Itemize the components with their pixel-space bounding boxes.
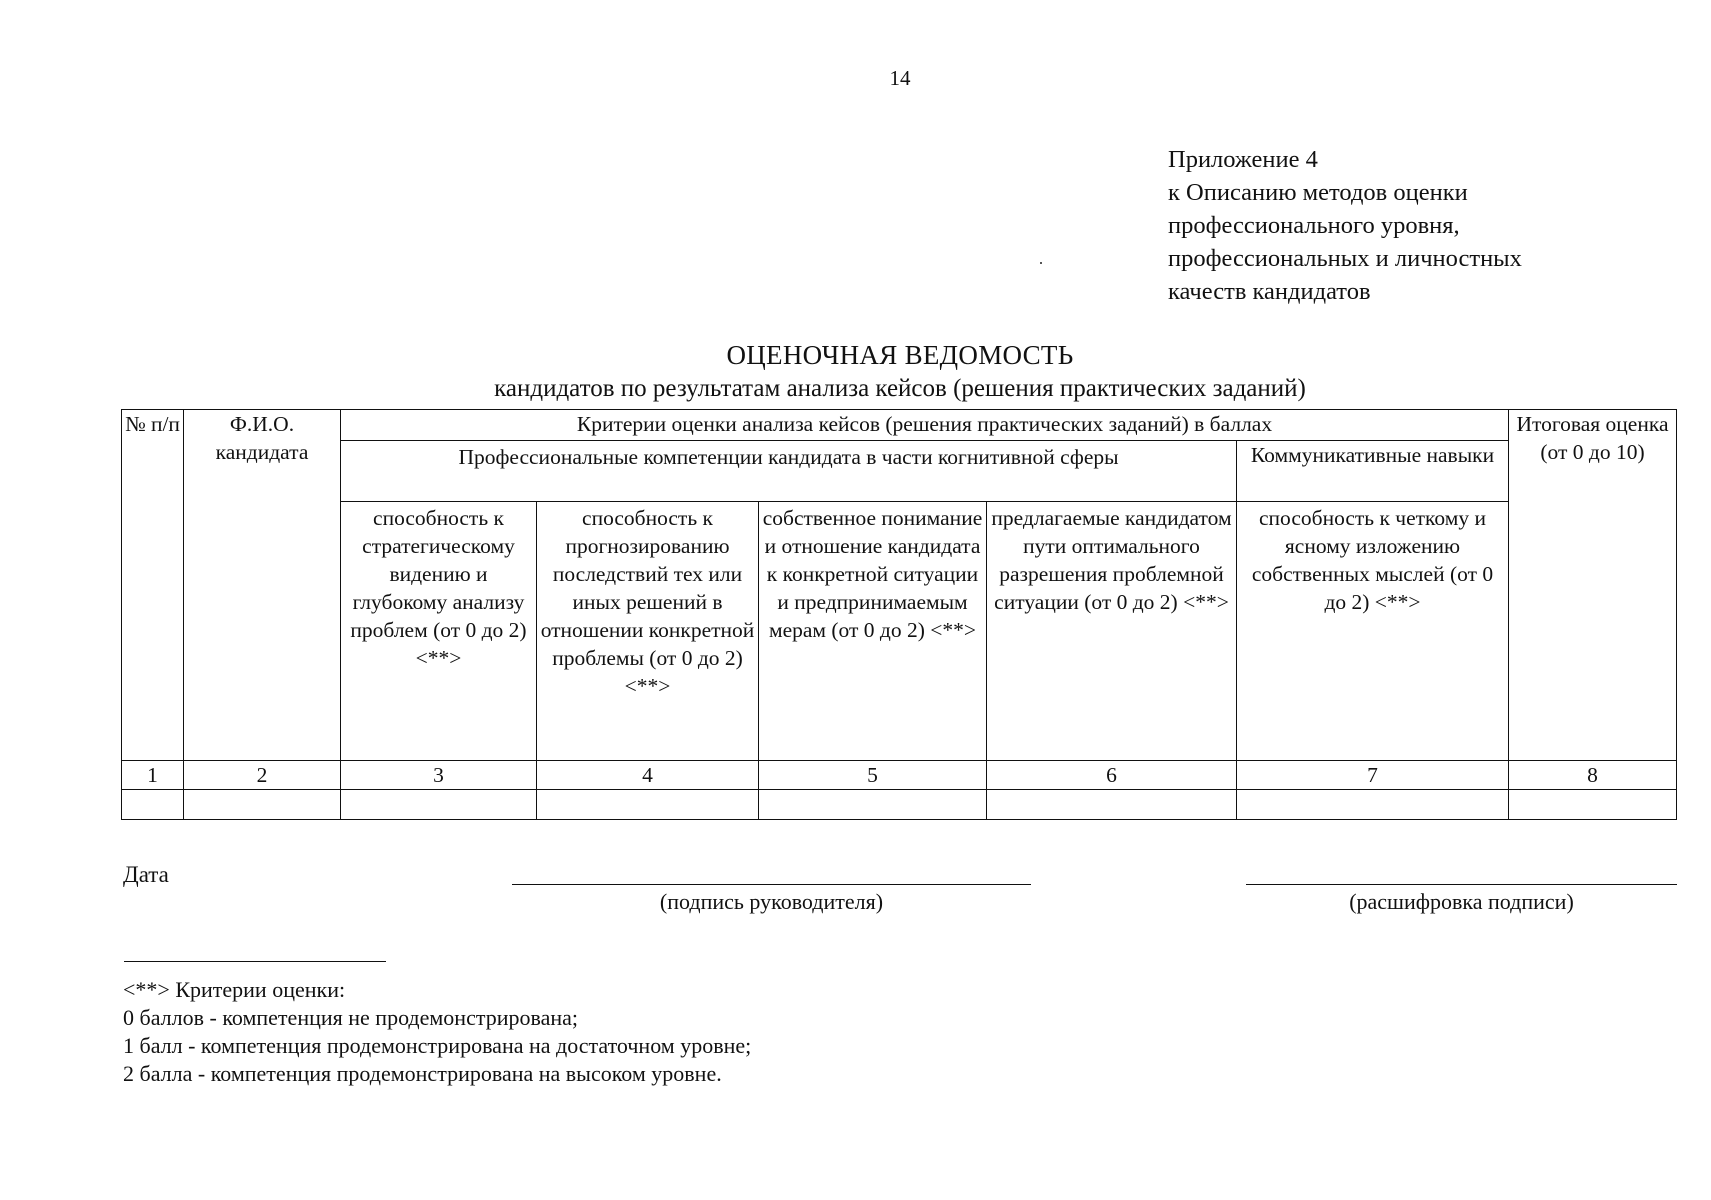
header-criteria: Критерии оценки анализа кейсов (решения практических заданий) в баллах xyxy=(341,410,1509,441)
column-number: 1 xyxy=(122,761,184,790)
column-number: 2 xyxy=(184,761,341,790)
footnote-line: <**> Критерии оценки: xyxy=(123,977,346,1002)
criterion-own-understanding: собственное понимание и отношение кандидата к конкретной ситуации и предпринимаемым мерам (от 0 до 2) <**> xyxy=(759,502,987,761)
column-number: 6 xyxy=(987,761,1237,790)
column-number: 4 xyxy=(537,761,759,790)
empty-cell xyxy=(1237,790,1509,820)
empty-cell xyxy=(537,790,759,820)
empty-cell xyxy=(122,790,184,820)
manager-signature-caption: (подпись руководителя) xyxy=(659,889,884,914)
header-total-score: Итоговая оценка (от 0 до 10) xyxy=(1509,410,1677,761)
criterion-strategic-vision: способность к стратегическому видению и глубокому анализу проблем (от 0 до 2) <**> xyxy=(341,502,537,761)
empty-cell xyxy=(184,790,341,820)
evaluation-table xyxy=(121,409,1677,820)
appendix-line: профессиональных и личностных xyxy=(1168,245,1522,272)
empty-cell xyxy=(1509,790,1677,820)
signature-decoding-line xyxy=(1246,884,1677,885)
document-title: ОЦЕНОЧНАЯ ВЕДОМОСТЬ xyxy=(726,340,1074,370)
footnote-divider xyxy=(124,961,386,962)
column-number: 8 xyxy=(1509,761,1677,790)
footnotes xyxy=(123,976,751,1088)
header-number: № п/п xyxy=(122,410,184,761)
header-professional-competencies: Профессиональные компетенции кандидата в части когнитивной сферы xyxy=(341,441,1237,502)
appendix-reference xyxy=(1168,143,1522,308)
appendix-line: Приложение 4 xyxy=(1168,146,1318,173)
footnote-line: 2 балла - компетенция продемонстрирована на высоком уровне. xyxy=(123,1061,722,1086)
header-candidate-name: Ф.И.О. кандидата xyxy=(184,410,341,761)
appendix-line: профессионального уровня, xyxy=(1168,212,1460,239)
column-number: 3 xyxy=(341,761,537,790)
empty-cell xyxy=(987,790,1237,820)
footnote-line: 1 балл - компетенция продемонстрирована на достаточном уровне; xyxy=(123,1033,752,1058)
header-communicative-skills: Коммуникативные навыки xyxy=(1237,441,1509,502)
empty-cell xyxy=(341,790,537,820)
column-number: 5 xyxy=(759,761,987,790)
criterion-resolution-ways: предлагаемые кандидатом пути оптимального разрешения проблемной ситуации (от 0 до 2) <**> xyxy=(987,502,1237,761)
manager-signature-line xyxy=(512,884,1031,885)
footnote-line: 0 баллов - компетенция не продемонстрирована; xyxy=(123,1005,579,1030)
date-label: Дата xyxy=(123,862,169,887)
document-subtitle: кандидатов по результатам анализа кейсов (решения практических заданий) xyxy=(494,375,1306,402)
page-number: 14 xyxy=(889,66,911,90)
scan-speck xyxy=(1040,262,1042,264)
criterion-forecasting: способность к прогнозированию последствий тех или иных решений в отношении конкретной проблемы (от 0 до 2) <**> xyxy=(537,502,759,761)
signature-decoding-caption: (расшифровка подписи) xyxy=(1349,889,1574,914)
appendix-line: качеств кандидатов xyxy=(1168,278,1371,305)
empty-cell xyxy=(759,790,987,820)
column-number: 7 xyxy=(1237,761,1509,790)
criterion-clear-expression: способность к четкому и ясному изложению собственных мыслей (от 0 до 2) <**> xyxy=(1237,502,1509,761)
appendix-line: к Описанию методов оценки xyxy=(1168,179,1468,206)
